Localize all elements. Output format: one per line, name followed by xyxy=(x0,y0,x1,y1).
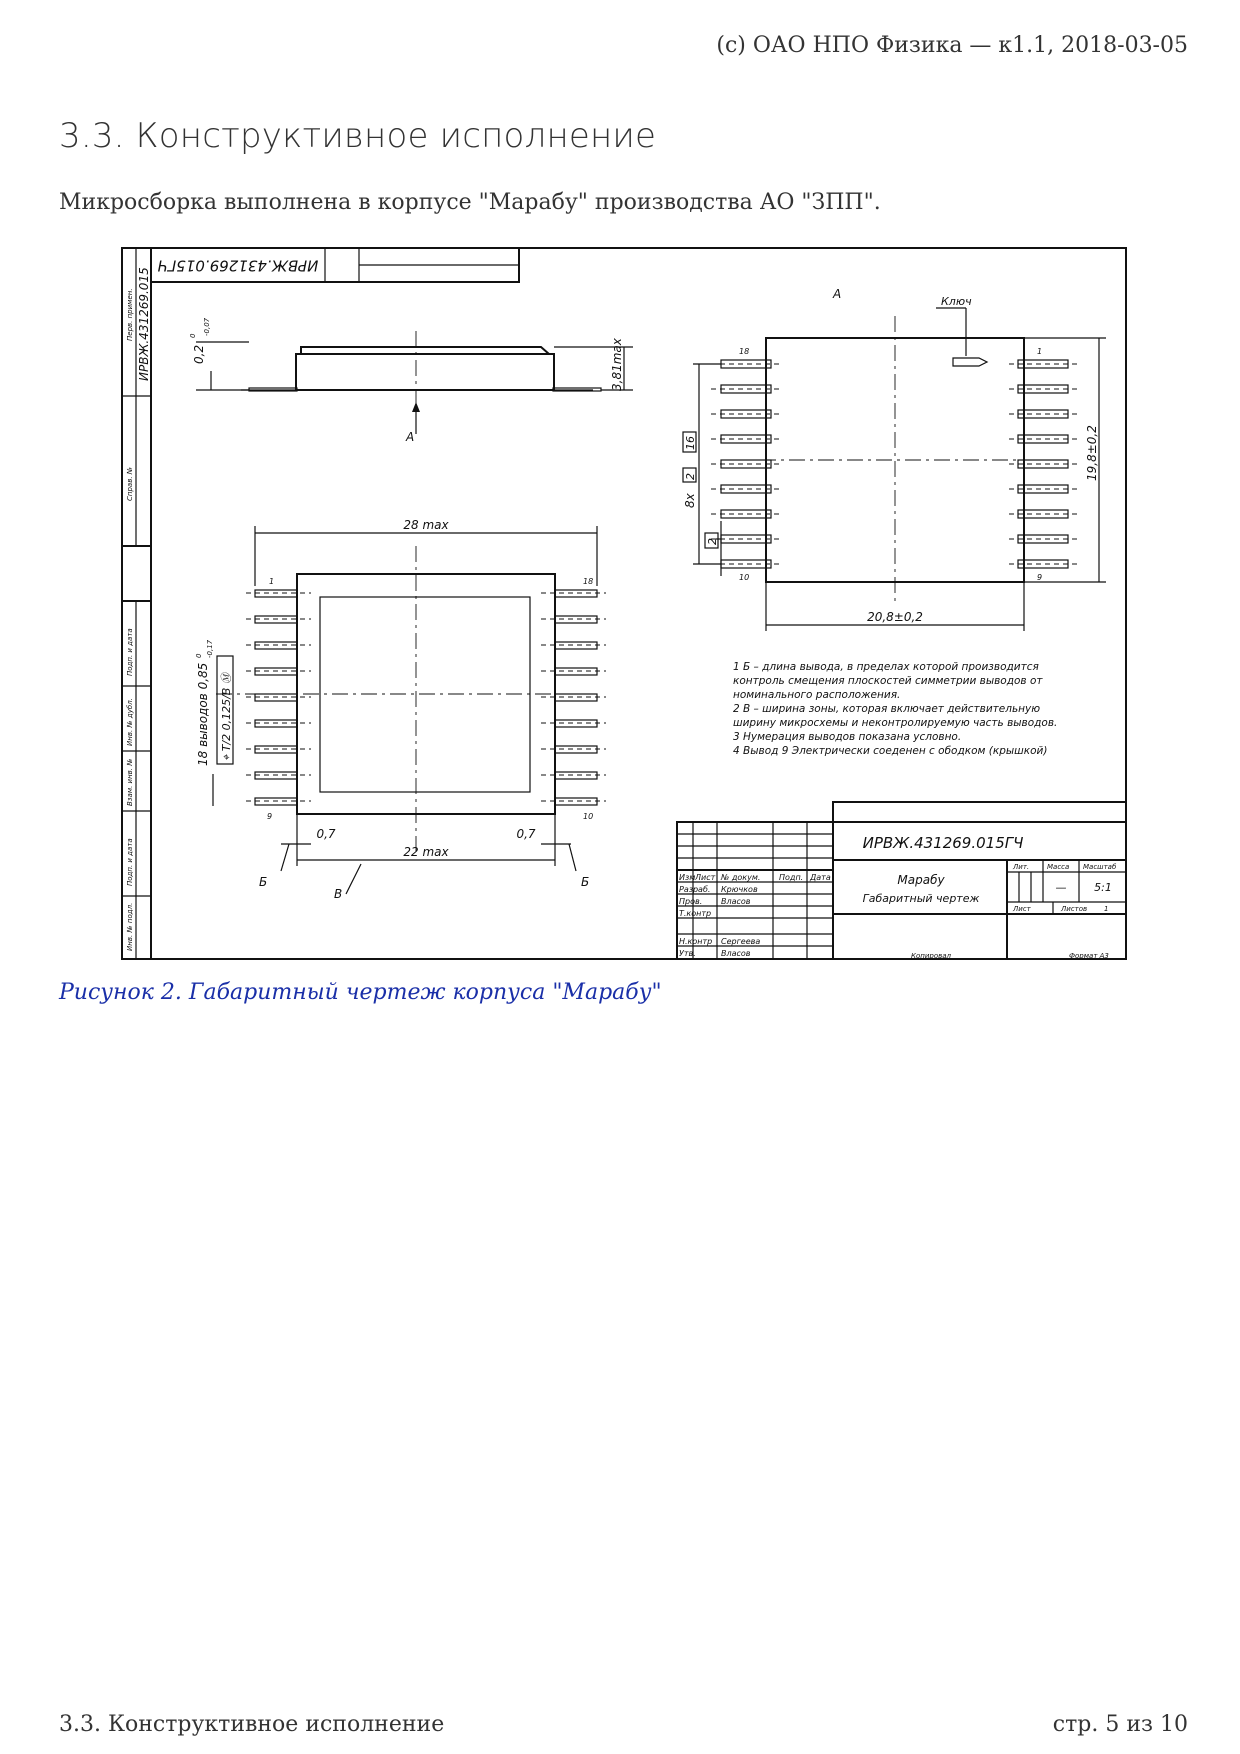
dim-lid-thickness: 0,2 xyxy=(192,344,206,364)
tb-col-date: Дата xyxy=(810,873,831,882)
side-view xyxy=(189,317,633,444)
note-line: ширину микросхемы и неконтролируемую часть выводов. xyxy=(733,717,1058,729)
tb-doc-number: ИРВЖ.431269.015ГЧ xyxy=(862,834,1024,852)
tb-doc-type: Габаритный чертеж xyxy=(862,892,980,905)
tb-row-nkontr-name: Сергеева xyxy=(721,937,761,946)
note-line: 1 Б – длина вывода, в пределах которой производится xyxy=(733,661,1039,673)
view-arrow-label: А xyxy=(406,430,415,444)
tb-sheets: Листов xyxy=(1061,905,1088,913)
section-title: 3.3. Конструктивное исполнение xyxy=(59,116,657,156)
right-leads xyxy=(541,590,606,805)
label-b-left: Б xyxy=(259,875,268,889)
tb-col-doc: № докум. xyxy=(721,873,761,882)
pin-18-label: 18 xyxy=(583,577,594,586)
tb-mass-value: — xyxy=(1055,881,1067,894)
tb-sheets-value: 1 xyxy=(1104,905,1109,913)
side-inv-dubl: Инв. № дубл. xyxy=(126,698,134,746)
leads-tol-lower: -0,17 xyxy=(206,639,214,658)
footer-page-number: стр. 5 из 10 xyxy=(1052,1712,1188,1737)
tb-name: Марабу xyxy=(897,873,945,887)
view-label: А xyxy=(833,287,842,301)
tb-col-sign: Подп. xyxy=(779,873,804,882)
pitch-dim: 8x xyxy=(683,493,697,508)
note-line: 2 В – ширина зоны, которая включает действительную xyxy=(733,703,1041,715)
tb-row-prov-name: Власов xyxy=(721,897,751,906)
side-vzam-inv: Взам. инв. № xyxy=(126,758,134,806)
tb-scale-value: 5:1 xyxy=(1094,881,1112,894)
note-line: номинального расположения. xyxy=(733,689,901,701)
small-dim: 2 xyxy=(706,538,719,545)
leads-note: 18 выводов 0,85 xyxy=(196,662,210,766)
label-b-right: Б xyxy=(581,875,590,889)
pin-10-label: 10 xyxy=(583,812,594,821)
figure-caption: Рисунок 2. Габаритный чертеж корпуса "Марабу" xyxy=(59,980,662,1005)
pitch-value: 16 xyxy=(684,436,697,450)
side-ref-label: Справ. № xyxy=(126,466,134,501)
tb-row-prov: Пров. xyxy=(679,897,703,906)
leads-tol-upper: 0 xyxy=(195,653,203,658)
side-primary-use-value: ИРВЖ.431269.015 xyxy=(137,267,151,381)
dim-19-8: 19,8±0,2 xyxy=(1085,425,1099,481)
tb-row-razrab-name: Крючков xyxy=(721,885,758,894)
tb-row-utv-name: Власов xyxy=(721,949,751,958)
technical-drawing xyxy=(121,246,1128,962)
dim-20-8: 20,8±0,2 xyxy=(867,610,923,624)
tb-mass: Масса xyxy=(1047,863,1070,871)
dim-lid-tol-lower: -0,07 xyxy=(203,317,211,336)
tb-scale: Масштаб xyxy=(1083,863,1117,871)
top-stamp: ИРВЖ.431269.015ГЧ xyxy=(157,256,319,275)
footer-section: 3.3. Конструктивное исполнение xyxy=(59,1712,445,1737)
tb-row-utv: Утв. xyxy=(679,949,696,958)
note-line: контроль смещения плоскостей симметрии выводов от xyxy=(733,675,1043,687)
dim-height: 3,81max xyxy=(610,338,624,391)
view-a-right-leads xyxy=(1009,360,1079,568)
title-block xyxy=(677,802,1126,959)
side-sign-date-1: Подп. и дата xyxy=(126,628,134,676)
header-copyright: (c) ОАО НПО Физика — к1.1, 2018-03-05 xyxy=(716,33,1188,58)
tb-sheet: Лист xyxy=(1013,905,1031,913)
dim-lid-tol-upper: 0 xyxy=(189,333,197,338)
tb-row-razrab: Разраб. xyxy=(679,885,711,894)
dim-07-right: 0,7 xyxy=(516,827,536,841)
pitch-box: 2 xyxy=(684,473,697,480)
dim-22: 22 max xyxy=(403,845,449,859)
top-view xyxy=(195,518,606,901)
tb-format: Формат А3 xyxy=(1069,952,1109,960)
view-a xyxy=(683,287,1106,631)
tolerance-frame: ⌖ T/2 0,125/В Ⓜ xyxy=(220,673,233,761)
note-line: 3 Нумерация выводов показана условно. xyxy=(733,731,962,743)
view-a-pin-1: 1 xyxy=(1037,347,1043,356)
tb-col-list: Лист xyxy=(695,873,716,882)
dim-28: 28 max xyxy=(403,518,449,532)
tb-lit: Лит. xyxy=(1013,863,1030,871)
pin-1-label: 1 xyxy=(269,577,275,586)
left-leads xyxy=(246,590,311,805)
pin-9-label: 9 xyxy=(267,812,273,821)
tb-row-nkontr: Н.контр xyxy=(679,937,713,946)
side-sign-date-2: Подп. и дата xyxy=(126,838,134,886)
view-a-pin-18: 18 xyxy=(739,347,750,356)
note-line: 4 Вывод 9 Электрически соеденен с ободком (крышкой) xyxy=(733,745,1048,757)
drawing-figure xyxy=(121,246,1128,962)
tb-row-tkontr: Т.контр xyxy=(679,909,712,918)
view-a-pin-9: 9 xyxy=(1037,573,1043,582)
dim-07-left: 0,7 xyxy=(316,827,336,841)
side-inv-podl: Инв. № подл. xyxy=(126,902,134,951)
side-primary-use-label: Перв. примен. xyxy=(126,288,134,341)
intro-paragraph: Микросборка выполнена в корпусе "Марабу" производства АО "ЗПП". xyxy=(59,190,881,215)
label-v: В xyxy=(334,887,343,901)
drawing-notes xyxy=(733,661,1057,757)
tb-copied: Копировал xyxy=(911,952,951,960)
key-label: Ключ xyxy=(941,295,972,308)
tb-col-izm: Изм xyxy=(679,873,696,882)
view-a-pin-10: 10 xyxy=(739,573,750,582)
